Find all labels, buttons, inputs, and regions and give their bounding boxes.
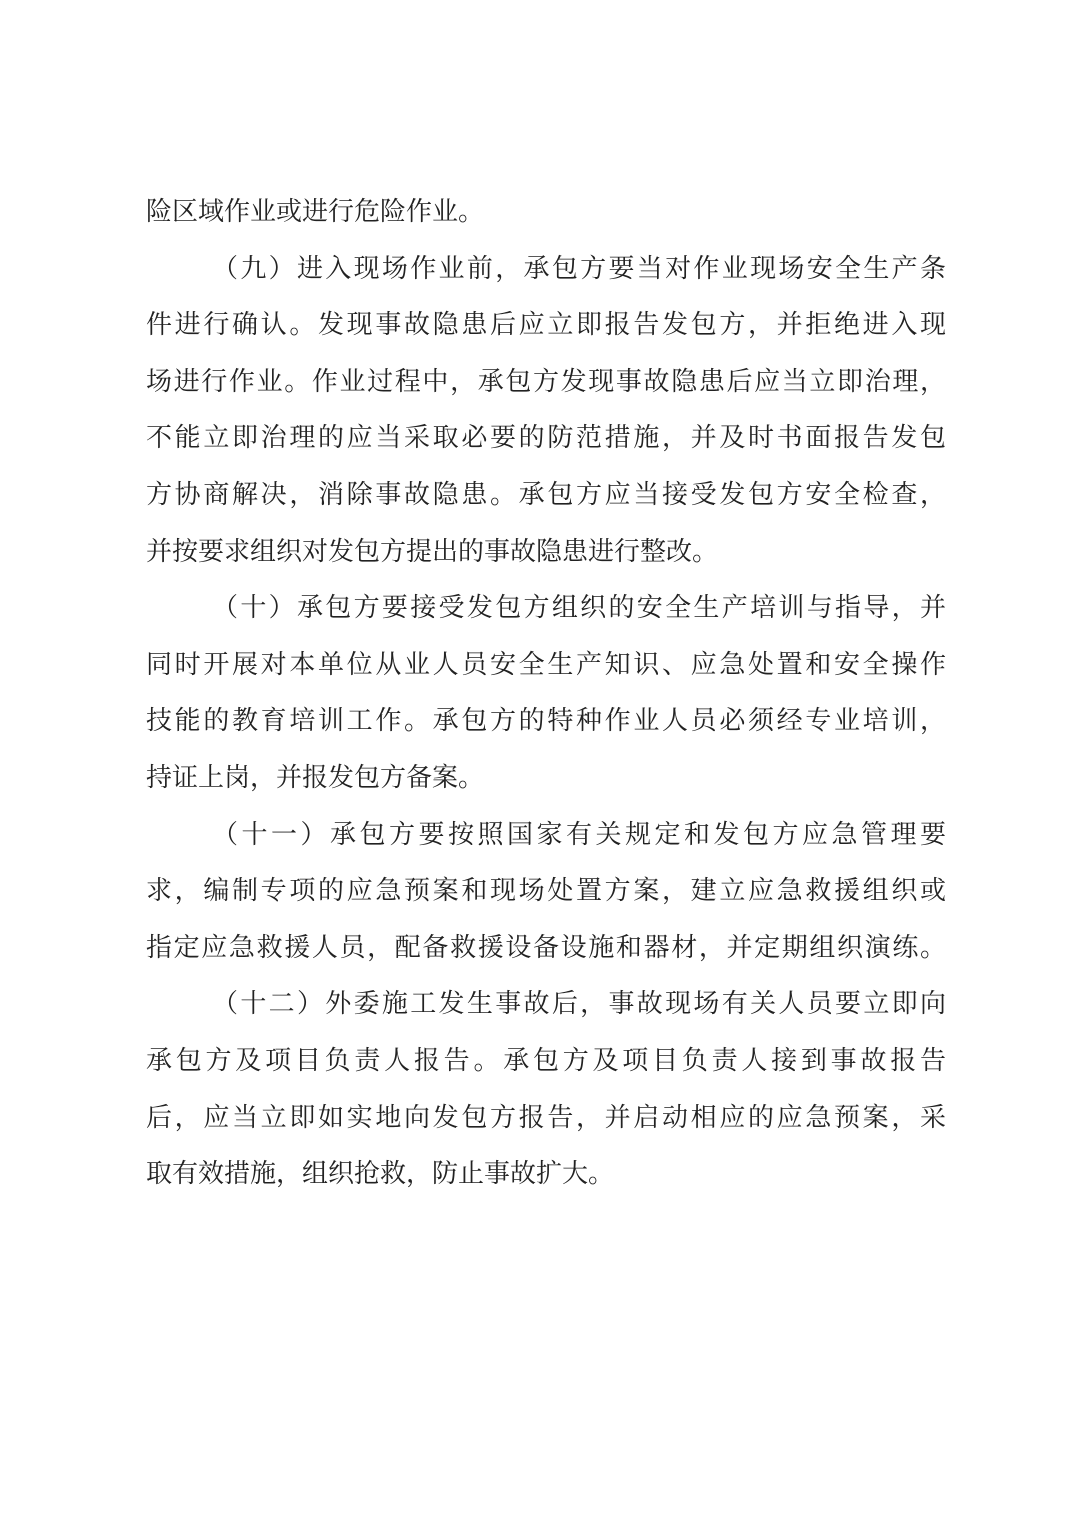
body-line: 并按要求组织对发包方提出的事故隐患进行整改。	[146, 536, 719, 567]
body-line: 后，应当立即如实地向发包方报告，并启动相应的应急预案，采	[146, 1102, 946, 1133]
paragraph-10-heading-line: （十）承包方要接受发包方组织的安全生产培训与指导，并	[212, 593, 946, 624]
body-line: 方协商解决，消除事故隐患。承包方应当接受发包方安全检查，	[146, 479, 946, 510]
body-line: 技能的教育培训工作。承包方的特种作业人员必须经专业培训，	[146, 706, 946, 737]
body-line: 求，编制专项的应急预案和现场处置方案，建立应急救援组织或	[146, 876, 946, 907]
body-line: 场进行作业。作业过程中，承包方发现事故隐患后应当立即治理，	[146, 366, 946, 397]
paragraph-11-heading-line: （十一）承包方要按照国家有关规定和发包方应急管理要	[212, 819, 946, 850]
body-line: 指定应急救援人员，配备救援设备设施和器材，并定期组织演练。	[146, 932, 946, 963]
body-line: 持证上岗，并报发包方备案。	[146, 762, 485, 793]
body-line: 承包方及项目负责人报告。承包方及项目负责人接到事故报告	[146, 1045, 946, 1076]
body-line: 不能立即治理的应当采取必要的防范措施，并及时书面报告发包	[146, 423, 946, 454]
body-line: 险区域作业或进行危险作业。	[146, 197, 485, 227]
body-line: 取有效措施，组织抢救，防止事故扩大。	[146, 1159, 615, 1190]
paragraph-9-heading-line: （九）进入现场作业前，承包方要当对作业现场安全生产条	[212, 253, 946, 284]
body-line: 件进行确认。发现事故隐患后应立即报告发包方，并拒绝进入现	[146, 310, 946, 341]
paragraph-12-heading-line: （十二）外委施工发生事故后，事故现场有关人员要立即向	[212, 989, 946, 1020]
document-body	[146, 184, 946, 1203]
body-line: 同时开展对本单位从业人员安全生产知识、应急处置和安全操作	[146, 649, 946, 680]
